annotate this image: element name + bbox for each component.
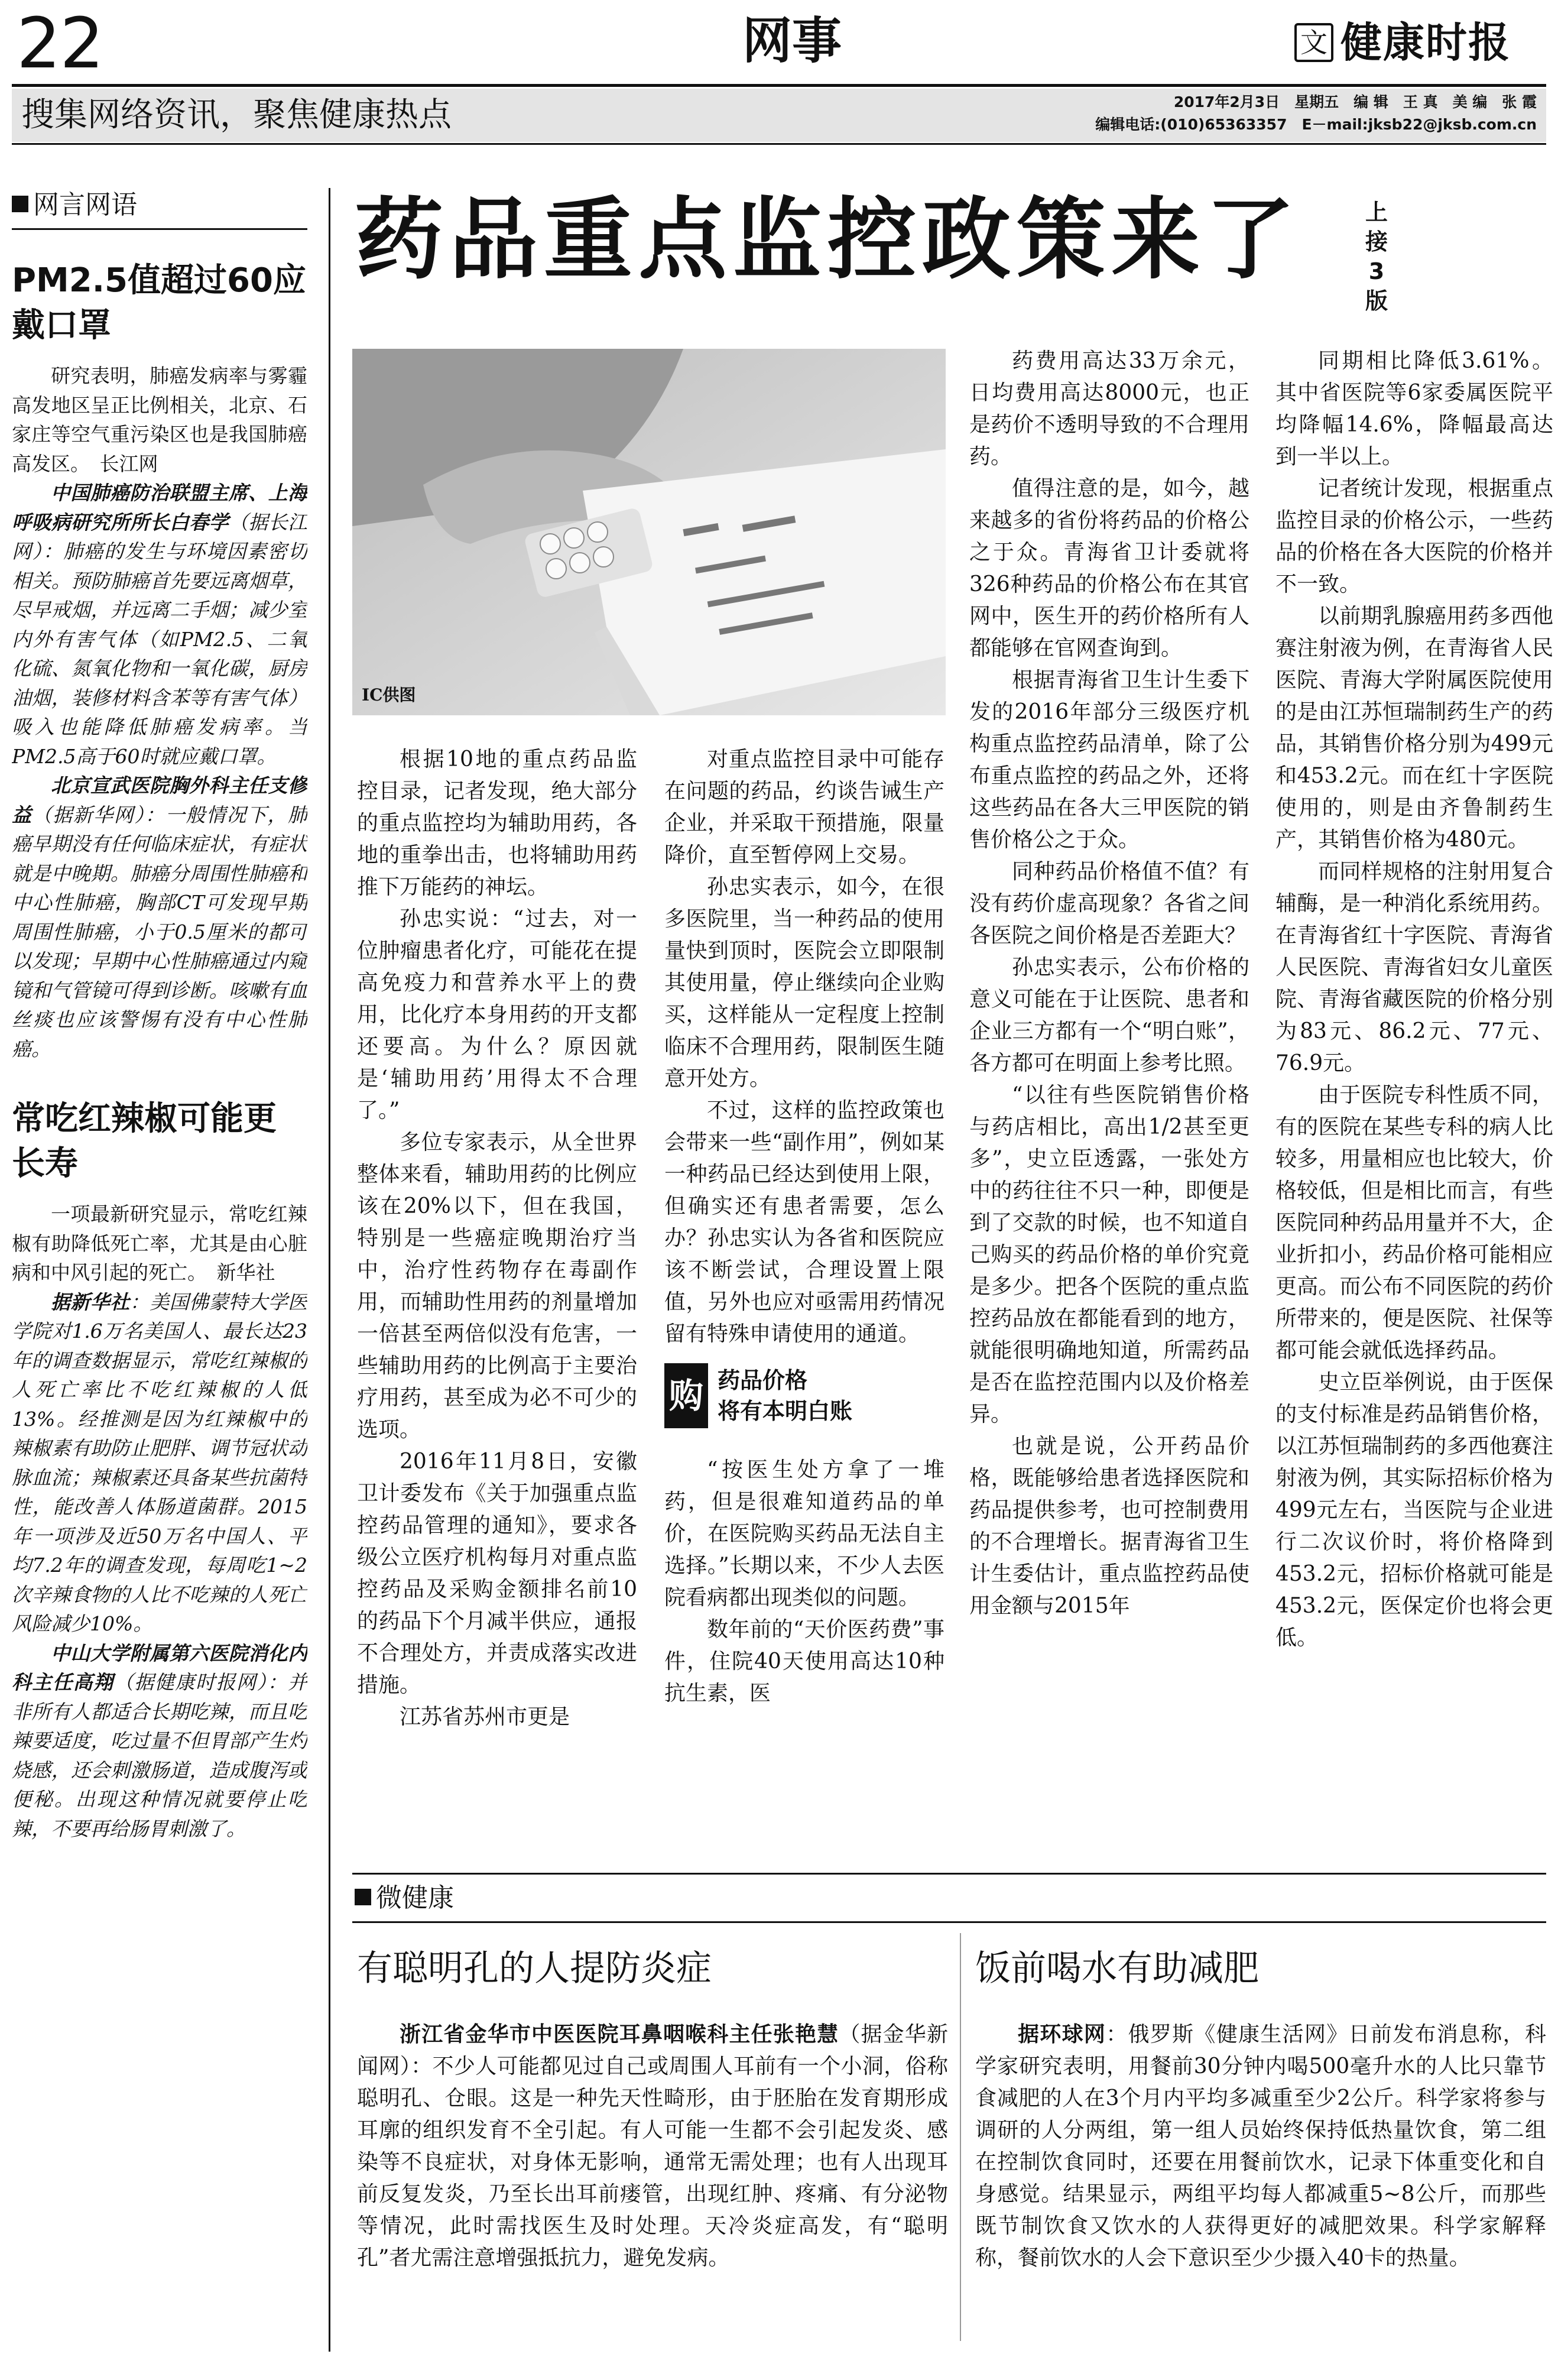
logo-text: 健康时报 xyxy=(1340,18,1511,67)
paragraph: 药费用高达33万余元，日均费用高达8000元，也正是药价不透明导致的不合理用药。 xyxy=(969,349,1249,469)
article-column-3 xyxy=(969,345,1249,1859)
paragraph: 江苏省苏州市更是 xyxy=(400,1705,570,1729)
paragraph: 中山大学附属第六医院消化内科主任高翔（据健康时报网）：并非所有人都适合长期吃辣，而且吃辣要适度，吃过量不但胃部产生灼烧感，还会刺激肠道，造成腹泻或便秘。出现这种情况就要停止吃辣，不要再给肠胃刺激了。 xyxy=(12,1641,307,1840)
section-rule xyxy=(352,1921,1546,1923)
paragraph: 2016年11月8日，安徽卫计委发布《关于加强重点监控药品管理的通知》，要求各级公立医疗机构每月对重点监控药品及采购金额排名前10的药品下个月减半供应，通报不合理处方，并责成落实改进措施。 xyxy=(357,1450,637,1697)
logo-mark-icon: 文 xyxy=(1294,23,1333,62)
paragraph: 一项最新研究显示，常吃红辣椒有助降低死亡率，尤其是由心脏病和中风引起的死亡。 新华社 xyxy=(12,1202,307,1284)
paragraph: 研究表明，肺癌发病率与雾霾高发地区呈正比例相关，北京、石家庄等空气重污染区也是我国肺癌高发区。 长江网 xyxy=(12,364,307,475)
paragraph: 记者统计发现，根据重点监控目录的价格公示，一些药品的价格在各大医院的价格并不一致。 xyxy=(1275,476,1553,596)
paragraph: 孙忠实说：“过去，对一位肿瘤患者化疗，可能花在提高免疫力和营养水平上的费用，比化疗本身用药的开支都还要高。为什么？原因就是‘辅助用药’用得太不合理了。” xyxy=(357,907,637,1123)
square-bullet-icon xyxy=(12,196,28,212)
headline-pm25: PM2.5值超过60应戴口罩 xyxy=(12,261,306,345)
section-rule xyxy=(352,1873,1546,1875)
paragraph: “按医生处方拿了一堆药，但是很难知道药品的单价，在医院购买药品无法自主选择。”长期以来，不少人去医院看病都出现类似的问题。 xyxy=(664,1458,944,1610)
left-column xyxy=(12,188,307,2346)
hand-holding-pills-image xyxy=(352,349,946,715)
paragraph: 对重点监控目录中可能存在问题的药品，约谈告诫生产企业，并采取干预措施，限量降价，直至暂停网上交易。 xyxy=(664,747,944,867)
paragraph: 据新华社：美国佛蒙特大学医学院对1.6万名美国人、最长达23年的调查数据显示，常吃红辣椒的人死亡率比不吃红辣椒的人低13%。经推测是因为红辣椒中的辣椒素有助防止肥胖、调节冠状动脉血流；辣椒素还具备某些抗菌特性，能改善人体肠道菌群。2015年一项涉及近50万名中国人、平均7.2年的调查发现，每周吃1~2次辛辣食物的人比不吃辣的人死亡风险减少10%。 xyxy=(12,1290,307,1635)
jump-reference: 上接3版 xyxy=(1365,199,1388,314)
subheading-badge: 购 xyxy=(664,1363,708,1428)
section-title: 网事 xyxy=(742,12,842,70)
date-line: 2017年2月3日 星期五 编 辑 王 真 美 编 张 霞 xyxy=(1173,93,1537,111)
paragraph: 而同样规格的注射用复合辅酶，是一种消化系统用药。在青海省红十字医院、青海省人民医院、青海省妇女儿童医院、青海省藏医院的价格分别为83元、86.2元、77元、76.9元。 xyxy=(1275,860,1553,1075)
article-column-2 xyxy=(664,744,944,1855)
paragraph: 史立臣举例说，由于医保的支付标准是药品销售价格，以江苏恒瑞制药的多西他赛注射液为例，其实际招标价格为499元左右，当医院与企业进行二次议价时，将价格降到453.2元，招标价格就可能是453.2元，医保定价也将会更低。 xyxy=(1275,1370,1553,1650)
story-title-water: 饭前喝水有助减肥 xyxy=(975,1948,1259,1989)
article-column-1 xyxy=(357,744,637,1855)
paragraph: 孙忠实表示，公布价格的意义可能在于让医院、患者和企业三方都有一个“明白账”，各方都可在明面上参考比照。 xyxy=(969,955,1249,1075)
subheading-title: 药品价格 将有本明白账 xyxy=(718,1367,853,1424)
page-number: 22 xyxy=(17,2,103,84)
paragraph: 中国肺癌防治联盟主席、上海呼吸病研究所所长白春学（据长江网）：肺癌的发生与环境因素密切相关。预防肺癌首先要远离烟草，尽早戒烟，并远离二手烟；减少室内外有害气体（如PM2.5、二氧化硫、氮氧化物和一氧化碳，厨房油烟，装修材料含苯等有害气体）吸入也能降低肺癌发病率。当PM2.5高于60时就应戴口罩。 xyxy=(12,481,307,768)
story-body-ear-pit: 浙江省金华市中医医院耳鼻咽喉科主任张艳慧（据金华新闻网）：不少人可能都见过自己或周围人耳前有一个小洞，俗称聪明孔、仓眼。这是一种先天性畸形，由于胚胎在发育期形成耳廓的组织发育不全引起。有人可能一生都不会引起发炎、感染等不良症状，对身体无影响，通常无需处理；也有人出现耳前反复发炎，乃至长出耳前瘘管，出现红肿、疼痛、有分泌物等情况，此时需找医生及时处理。天冷炎症高发，有“聪明孔”者尤需注意增强抵抗力，避免发病。 xyxy=(357,2022,948,2270)
paragraph: 不过，这样的监控政策也会带来一些“副作用”，例如某一种药品已经达到使用上限，但确实还有患者需要，怎么办？孙忠实认为各省和医院应该不断尝试，合理设置上限值，另外也应对亟需用药情况留有特殊申请使用的通道。 xyxy=(664,1098,944,1346)
paragraph: 值得注意的是，如今，越来越多的省份将药品的价格公之于众。青海省卫计委就将326种药品的价格公布在其官网中，医生开的药价格所有人都能够在官网查询到。 xyxy=(969,476,1249,660)
newspaper-logo xyxy=(1294,13,1511,72)
photo-credit: IC供图 xyxy=(362,685,416,705)
subheading-drug-price xyxy=(664,1363,944,1428)
paragraph: 同种药品价格值不值？有没有药价虚高现象？各省之间各医院之间价格是否差距大？ xyxy=(969,860,1249,948)
slogan: 搜集网络资讯，聚焦健康热点 xyxy=(21,96,452,134)
paragraph: 也就是说，公开药品价格，既能够给患者选择医院和药品提供参考，也可控制费用的不合理增长。据青海省卫生计生委估计，重点监控药品使用金额与2015年 xyxy=(969,1434,1249,1618)
story-body-water: 据环球网：俄罗斯《健康生活网》日前发布消息称，科学家研究表明，用餐前30分钟内喝500毫升水的人比只靠节食减肥的人在3个月内平均多减重至少2公斤。科学家将参与调研的人分两组，第一组人员始终保持低热量饮食，第二组在控制饮食同时，还要在用餐前饮水，记录下体重变化和自身感觉。结果显示，两组平均每人都减重5~8公斤，而那些既节制饮食又饮水的人获得更好的减肥效果。科学家解释称，餐前饮水的人会下意识至少少摄入40卡的热量。 xyxy=(975,2022,1546,2270)
square-bullet-icon xyxy=(355,1889,371,1905)
story-divider xyxy=(960,1933,961,2341)
paragraph: 数年前的“天价医药费”事件，住院40天使用高达10种抗生素，医 xyxy=(664,1617,944,1705)
headline-chili: 常吃红辣椒可能更长寿 xyxy=(12,1100,277,1183)
section-tag-micro-health: 微健康 xyxy=(355,1878,454,1919)
top-rule xyxy=(12,84,1546,87)
article-column-4 xyxy=(1275,345,1553,1859)
edition-meta xyxy=(1095,91,1537,136)
sub-rule xyxy=(12,143,1546,145)
paragraph: 北京宣武医院胸外科主任支修益（据新华网）：一般情况下，肺癌早期没有任何临床症状，有症状就是中晚期。肺癌分周围性肺癌和中心性肺癌，胸部CT可发现早期周围性肺癌，小于0.5厘米的都可以发现；早期中心性肺癌通过内窥镜和气管镜可得到诊断。咳嗽有血丝痰也应该警惕有没有中心性肺癌。 xyxy=(12,774,307,1061)
main-headline: 药品重点监控政策来了 xyxy=(355,189,1301,291)
article-photo xyxy=(352,349,946,715)
column-divider xyxy=(329,188,330,2352)
section-tag-wangyan: 网言网语 xyxy=(12,188,307,230)
contact-line: 编辑电话:(010)65363357 E－mail:jksb22@jksb.com.cn xyxy=(1095,116,1537,133)
story-title-ear-pit: 有聪明孔的人提防炎症 xyxy=(357,1948,712,1989)
paragraph: 根据10地的重点药品监控目录，记者发现，绝大部分的重点监控均为辅助用药，各地的重拳出击，也将辅助用药推下万能药的神坛。 xyxy=(357,747,637,899)
paragraph: 以前期乳腺癌用药多西他赛注射液为例，在青海省人民医院、青海大学附属医院使用的是由江苏恒瑞制药生产的药品，其销售价格分别为499元和453.2元。而在红十字医院使用的，则是由齐鲁制药生产，其销售价格为480元。 xyxy=(1275,604,1553,852)
paragraph: “以往有些医院销售价格与药店相比，高出1/2甚至更多”，史立臣透露，一张处方中的药往往不只一种，即便是到了交款的时候，也不知道自己购买的药品价格的单价究竟是多少。把各个医院的重点监控药品放在都能看到的地方，就能很明确地知道，所需药品是否在监控范围内以及价格差异。 xyxy=(969,1083,1249,1426)
paragraph: 多位专家表示，从全世界整体来看，辅助用药的比例应该在20%以下，但在我国，特别是一些癌症晚期治疗当中，治疗性药物存在毒副作用，而辅助性用药的剂量增加一倍甚至两倍似没有危害，一些辅助用药的比例高于主要治疗用药，甚至成为必不可少的选项。 xyxy=(357,1130,637,1442)
paragraph: 同期相比降低3.61%。其中省医院等6家委属医院平均降幅14.6%，降幅最高达到一半以上。 xyxy=(1275,349,1553,469)
paragraph: 孙忠实表示，如今，在很多医院里，当一种药品的使用量快到顶时，医院会立即限制其使用量，停止继续向企业购买，这样能从一定程度上控制临床不合理用药，限制医生随意开处方。 xyxy=(664,875,944,1091)
paragraph: 由于医院专科性质不同，有的医院在某些专科的病人比较多，用量相应也比较大，价格较低，但是相比而言，有些医院同种药品用量并不大，企业折扣小，药品价格可能相应更高。而公布不同医院的药价所带来的，便是医院、社保等都可能会就低选择药品。 xyxy=(1275,1083,1553,1363)
paragraph: 根据青海省卫生计生委下发的2016年部分三级医疗机构重点监控药品清单，除了公布重点监控的药品之外，还将这些药品在各大三甲医院的销售价格公之于众。 xyxy=(969,668,1249,852)
